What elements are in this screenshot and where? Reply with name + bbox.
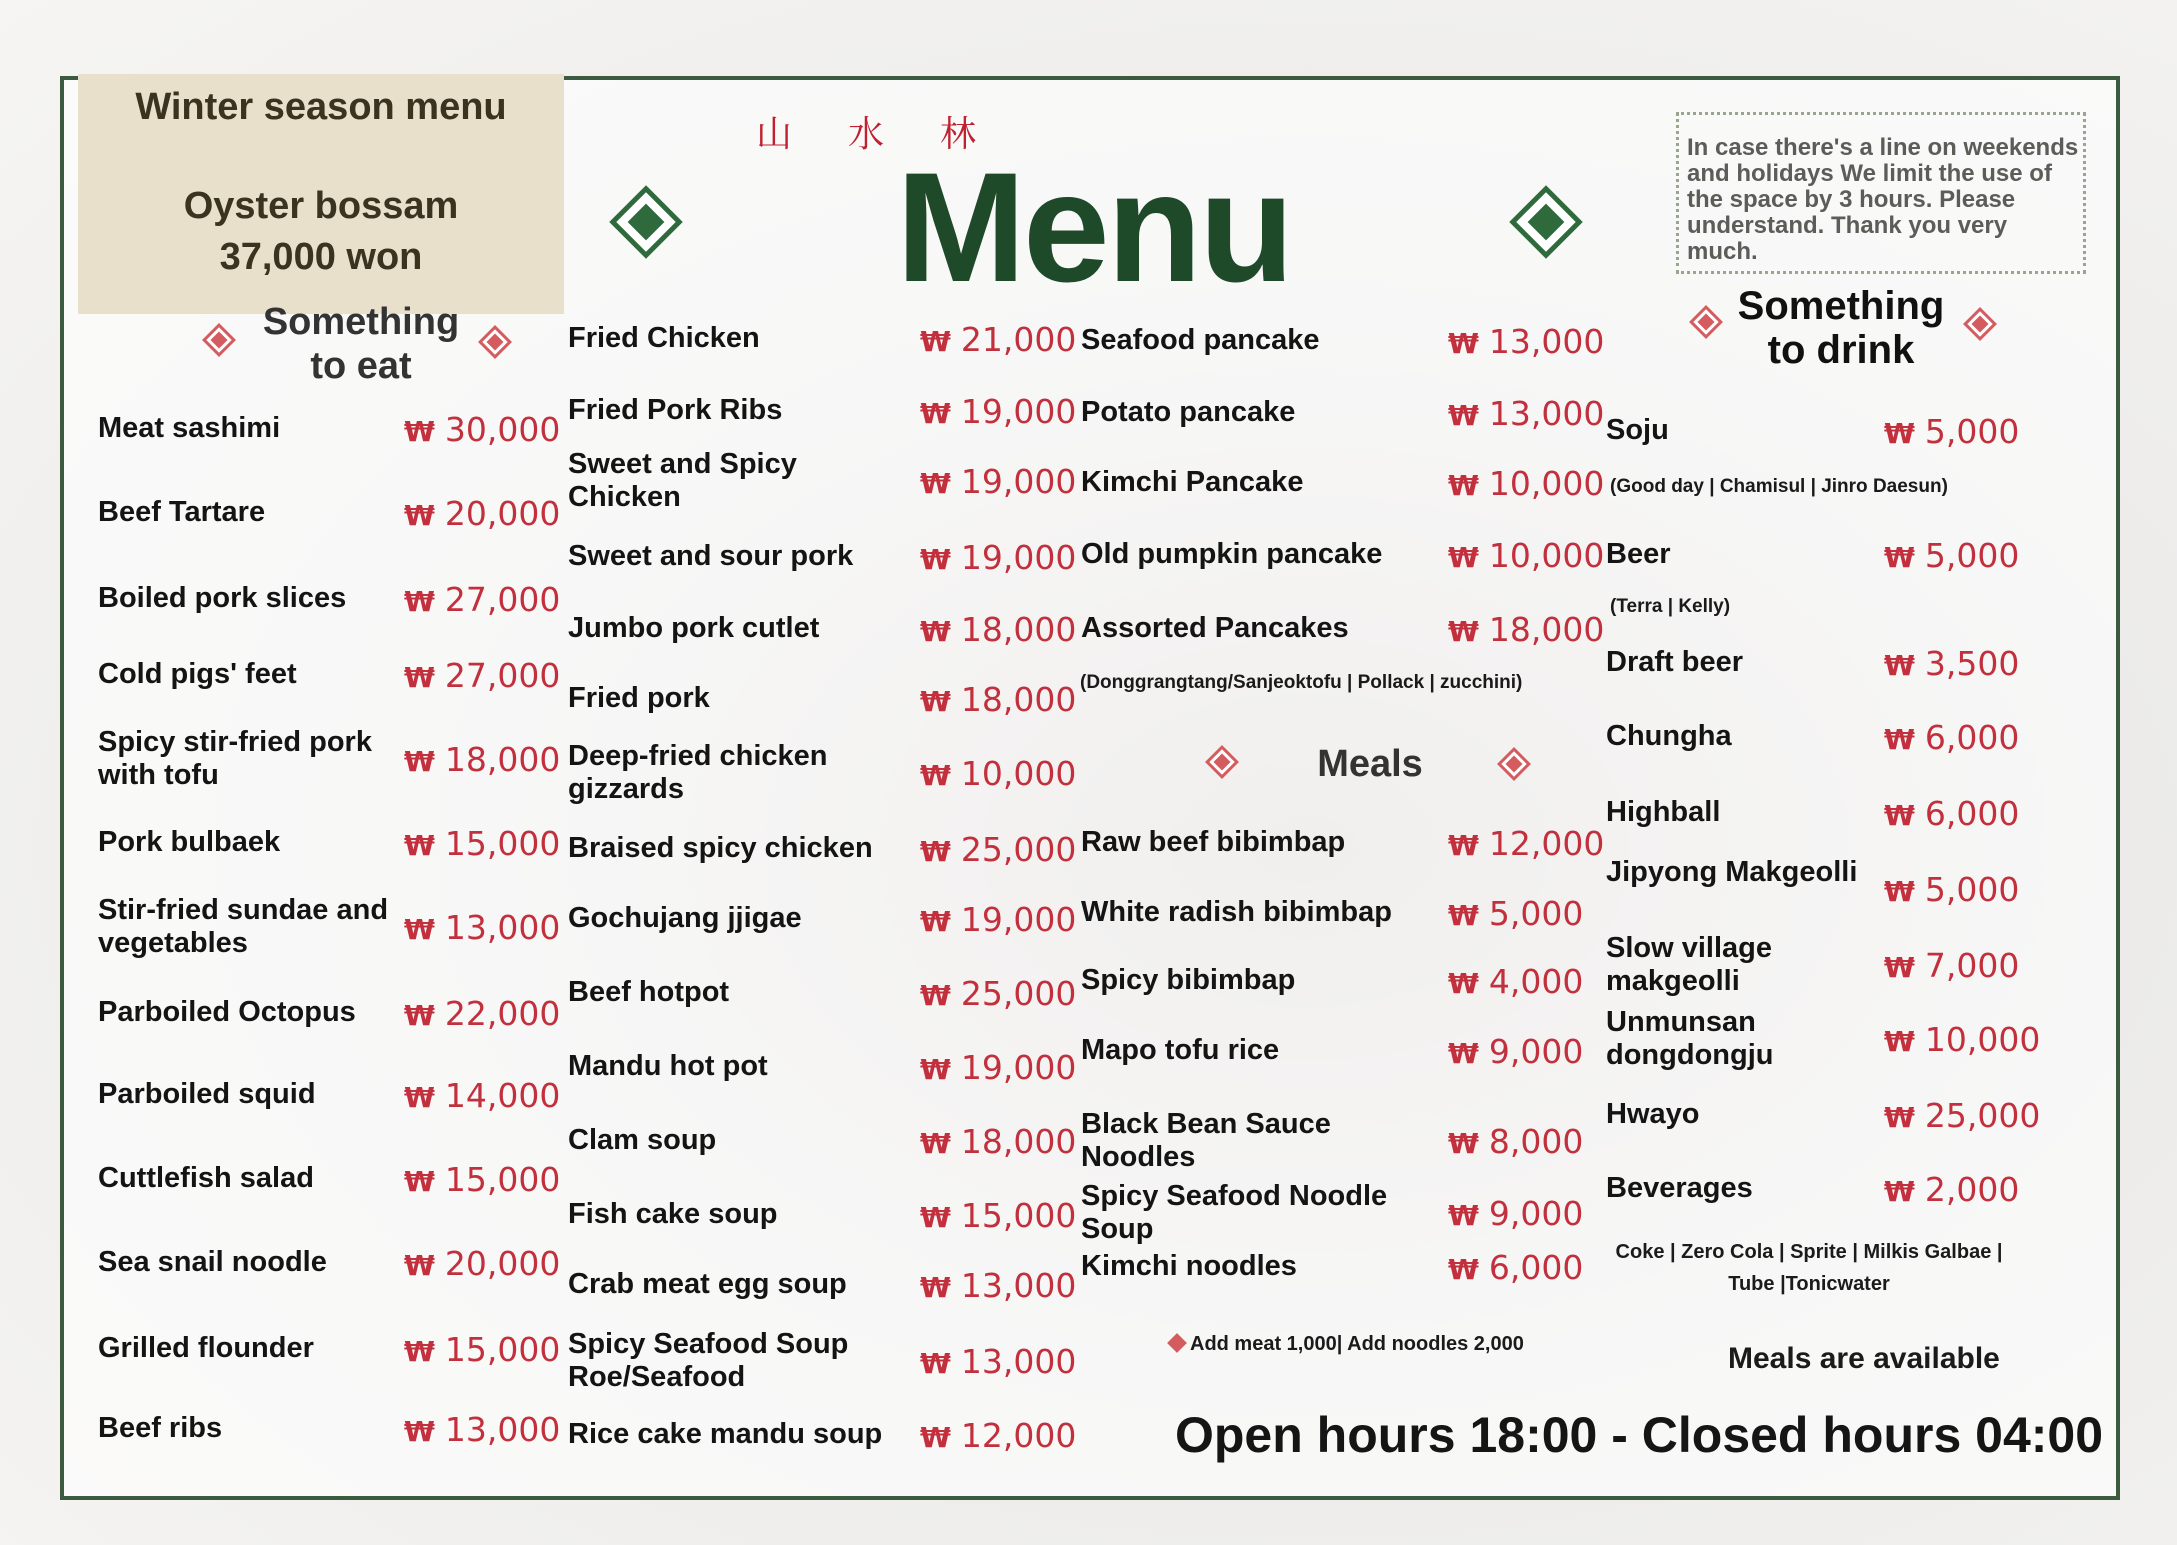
winter-season-title: Winter season menu (135, 86, 507, 128)
won-symbol: ₩ (404, 585, 435, 618)
won-symbol: ₩ (404, 661, 435, 694)
menu-item-price (404, 1076, 560, 1115)
menu-item-name: Beer (1606, 538, 1671, 570)
won-symbol: ₩ (1448, 541, 1479, 574)
open-hours: Open hours 18:00 - Closed hours 04:00 (1175, 1407, 2104, 1463)
weekend-notice: In case there's a line on weekends and holidays We limit the use of the space by 3 hours. Please understand. Thank you very much. (1676, 112, 2086, 274)
menu-item-price (920, 680, 1076, 719)
won-symbol: ₩ (1884, 875, 1915, 908)
won-symbol: ₩ (1884, 1025, 1915, 1058)
won-symbol: ₩ (1448, 899, 1479, 932)
price-value: 4,000 (1488, 962, 1584, 1001)
price-value: 8,000 (1488, 1122, 1584, 1161)
price-value: 13,000 (1488, 394, 1605, 433)
price-value: 9,000 (1488, 1194, 1584, 1233)
menu-item-name: Slow village makgeolli (1606, 932, 1772, 997)
price-value: 12,000 (960, 1416, 1077, 1455)
price-value: 13,000 (444, 908, 561, 947)
won-symbol: ₩ (1884, 1175, 1915, 1208)
won-symbol: ₩ (404, 415, 435, 448)
menu-item-name: Cuttlefish salad (98, 1162, 314, 1194)
section-drink-line1: Something (1737, 284, 1945, 328)
price-value: 18,000 (960, 680, 1077, 719)
menu-item-price (404, 580, 560, 619)
won-symbol: ₩ (1884, 951, 1915, 984)
menu-item-price (920, 1196, 1076, 1235)
menu-item-price (920, 392, 1076, 431)
menu-item-price (1448, 322, 1604, 361)
menu-item-name: Seafood pancake (1081, 324, 1320, 356)
menu-item-price (404, 1410, 560, 1449)
red-diamond-icon (1167, 1333, 1187, 1353)
price-value: 12,000 (1488, 824, 1605, 863)
price-value: 5,000 (1488, 894, 1584, 933)
menu-item-name: Clam soup (568, 1124, 717, 1156)
won-symbol: ₩ (1448, 399, 1479, 432)
menu-item-price (404, 1244, 560, 1283)
add-note-text: Add meat 1,000| Add noodles 2,000 (1190, 1333, 1524, 1355)
won-symbol: ₩ (920, 325, 951, 358)
won-symbol: ₩ (920, 1347, 951, 1380)
price-value: 6,000 (1488, 1248, 1584, 1287)
menu-item-price (920, 1266, 1076, 1305)
won-symbol: ₩ (1448, 1199, 1479, 1232)
menu-item-price (920, 320, 1076, 359)
menu-item-name: Cold pigs' feet (98, 658, 297, 690)
beverages-note: Coke | Zero Cola | Sprite | Milkis Galbae | Tube |Tonicwater (1615, 1241, 2003, 1295)
won-symbol: ₩ (404, 1165, 435, 1198)
won-symbol: ₩ (1448, 615, 1479, 648)
won-symbol: ₩ (1448, 1253, 1479, 1286)
menu-item-name: Jipyong Makgeolli (1606, 856, 1858, 888)
menu-item-name: Chungha (1606, 720, 1732, 752)
won-symbol: ₩ (1884, 799, 1915, 832)
price-value: 30,000 (444, 410, 561, 449)
menu-item-price (920, 900, 1076, 939)
menu-item-name: White radish bibimbap (1081, 896, 1392, 928)
won-symbol: ₩ (404, 829, 435, 862)
menu-item-name: Spicy bibimbap (1081, 964, 1296, 996)
menu-item-name: Beverages (1606, 1172, 1753, 1204)
won-symbol: ₩ (920, 979, 951, 1012)
won-symbol: ₩ (1884, 649, 1915, 682)
menu-item-price (1448, 464, 1604, 503)
menu-item-name: Black Bean Sauce Noodles (1081, 1108, 1331, 1173)
won-symbol: ₩ (1884, 723, 1915, 756)
menu-item-price (1448, 894, 1583, 933)
price-value: 6,000 (1924, 794, 2020, 833)
price-value: 15,000 (960, 1196, 1077, 1235)
price-value: 3,500 (1924, 644, 2020, 683)
price-value: 18,000 (444, 740, 561, 779)
won-symbol: ₩ (920, 1053, 951, 1086)
menu-title: Menu (896, 141, 1292, 315)
menu-item-name: Gochujang jjigae (568, 902, 802, 934)
menu-item-price (1448, 1122, 1583, 1161)
price-value: 10,000 (1924, 1020, 2041, 1059)
menu-item-name: Sea snail noodle (98, 1246, 327, 1278)
price-value: 18,000 (1488, 610, 1605, 649)
won-symbol: ₩ (1884, 1101, 1915, 1134)
price-value: 15,000 (444, 824, 561, 863)
won-symbol: ₩ (920, 685, 951, 718)
menu-item-price (1884, 870, 2019, 909)
menu-item-name: Fish cake soup (568, 1198, 778, 1230)
menu-item-price (404, 1330, 560, 1369)
price-value: 19,000 (960, 392, 1077, 431)
menu-item-price (920, 462, 1076, 501)
section-eat-line1: Something (262, 301, 460, 343)
menu-item-name: Fried pork (568, 682, 710, 714)
menu-item-price (404, 494, 560, 533)
menu-item-price (1448, 824, 1604, 863)
won-symbol: ₩ (1448, 327, 1479, 360)
menu-item-name: Crab meat egg soup (568, 1268, 847, 1300)
menu-item-name: Mandu hot pot (568, 1050, 768, 1082)
price-value: 19,000 (960, 538, 1077, 577)
menu-item-price (1448, 394, 1604, 433)
won-symbol: ₩ (920, 397, 951, 430)
price-value: 25,000 (960, 830, 1077, 869)
menu-item-name: Spicy Seafood Soup Roe/Seafood (568, 1328, 849, 1393)
menu-item-name: Grilled flounder (98, 1332, 314, 1364)
won-symbol: ₩ (404, 1081, 435, 1114)
price-value: 19,000 (960, 462, 1077, 501)
menu-item-name: Highball (1606, 796, 1721, 828)
menu-item-price (1448, 610, 1604, 649)
won-symbol: ₩ (1448, 1127, 1479, 1160)
menu-item-name: Kimchi noodles (1081, 1250, 1297, 1282)
menu-item-name: Assorted Pancakes (1081, 612, 1349, 644)
menu-item-price (404, 908, 560, 947)
won-symbol: ₩ (920, 905, 951, 938)
menu-item-name: Deep-fried chicken gizzards (568, 740, 828, 805)
price-value: 18,000 (960, 610, 1077, 649)
menu-item-name: Beef hotpot (568, 976, 730, 1008)
menu-item-price (1448, 1032, 1583, 1071)
menu-item-name: Sweet and sour pork (568, 540, 854, 572)
price-value: 20,000 (444, 494, 561, 533)
menu-item-name: Parboiled squid (98, 1078, 316, 1110)
menu-item-name: Rice cake mandu soup (568, 1418, 883, 1450)
price-value: 7,000 (1924, 946, 2020, 985)
won-symbol: ₩ (1884, 541, 1915, 574)
won-symbol: ₩ (404, 1249, 435, 1282)
menu-item-name: Unmunsan dongdongju (1606, 1006, 1774, 1071)
menu-item-price (920, 1122, 1076, 1161)
beer-note: (Terra | Kelly) (1610, 596, 1731, 617)
won-symbol: ₩ (1448, 1037, 1479, 1070)
menu-item-price (404, 1160, 560, 1199)
price-value: 10,000 (960, 754, 1077, 793)
price-value: 10,000 (1488, 536, 1605, 575)
price-value: 5,000 (1924, 412, 2020, 451)
price-value: 25,000 (960, 974, 1077, 1013)
menu-item-price (404, 824, 560, 863)
price-value: 15,000 (444, 1330, 561, 1369)
won-symbol: ₩ (404, 1415, 435, 1448)
menu-item-name: Sweet and Spicy Chicken (568, 448, 797, 513)
menu-item-price (920, 974, 1076, 1013)
menu-item-price (1448, 1194, 1583, 1233)
price-value: 5,000 (1924, 870, 2020, 909)
won-symbol: ₩ (920, 1421, 951, 1454)
menu-item-price (920, 754, 1076, 793)
won-symbol: ₩ (920, 1271, 951, 1304)
price-value: 10,000 (1488, 464, 1605, 503)
menu-item-price (1884, 718, 2019, 757)
section-meals: Meals (1317, 743, 1423, 785)
won-symbol: ₩ (920, 467, 951, 500)
menu-item-name: Pork bulbaek (98, 826, 281, 858)
menu-item-name: Raw beef bibimbap (1081, 826, 1346, 858)
menu-item-price (1884, 1096, 2040, 1135)
pancake-note: (Donggrangtang/Sanjeoktofu | Pollack | zucchini) (1080, 672, 1523, 693)
won-symbol: ₩ (920, 1127, 951, 1160)
menu-item-price (1448, 1248, 1583, 1287)
menu-item-price (404, 656, 560, 695)
menu-item-name: Boiled pork slices (98, 582, 347, 614)
section-something-to-eat (248, 300, 474, 388)
menu-item-name: Meat sashimi (98, 412, 281, 444)
price-value: 13,000 (1488, 322, 1605, 361)
menu-item-price (1448, 962, 1583, 1001)
menu-item-price (404, 994, 560, 1033)
menu-item-name: Soju (1606, 414, 1669, 446)
menu-item-name: Fried Pork Ribs (568, 394, 783, 426)
price-value: 19,000 (960, 900, 1077, 939)
won-symbol: ₩ (920, 1201, 951, 1234)
menu-item-price (920, 538, 1076, 577)
price-value: 9,000 (1488, 1032, 1584, 1071)
won-symbol: ₩ (920, 543, 951, 576)
price-value: 5,000 (1924, 536, 2020, 575)
won-symbol: ₩ (1884, 417, 1915, 450)
price-value: 27,000 (444, 656, 561, 695)
section-something-to-drink (1730, 284, 1952, 372)
menu-item-name: Beef ribs (98, 1412, 223, 1444)
menu-item-name: Jumbo pork cutlet (568, 612, 820, 644)
won-symbol: ₩ (404, 999, 435, 1032)
price-value: 22,000 (444, 994, 561, 1033)
menu-item-price (920, 1048, 1076, 1087)
soju-note: (Good day | Chamisul | Jinro Daesun) (1610, 476, 1948, 497)
won-symbol: ₩ (1448, 469, 1479, 502)
add-note (1170, 1333, 1524, 1356)
menu-item-name: Potato pancake (1081, 396, 1296, 428)
price-value: 6,000 (1924, 718, 2020, 757)
menu-item-price (920, 610, 1076, 649)
price-value: 13,000 (960, 1266, 1077, 1305)
won-symbol: ₩ (404, 499, 435, 532)
menu-item-name: Mapo tofu rice (1081, 1034, 1280, 1066)
hanja-brand: 山水林 (756, 114, 1033, 155)
menu-item-name: Draft beer (1606, 646, 1743, 678)
menu-item-name: Spicy Seafood Noodle Soup (1081, 1180, 1388, 1245)
menu-item-name: Old pumpkin pancake (1081, 538, 1383, 570)
oyster-bossam-label: Oyster bossam (183, 185, 459, 227)
menu-item-name: Stir-fried sundae and vegetables (98, 894, 389, 959)
price-value: 15,000 (444, 1160, 561, 1199)
menu-item-name: Hwayo (1606, 1098, 1700, 1130)
price-value: 21,000 (960, 320, 1077, 359)
price-value: 2,000 (1924, 1170, 2020, 1209)
menu-item-name: Braised spicy chicken (568, 832, 873, 864)
menu-item-price (1884, 794, 2019, 833)
won-symbol: ₩ (920, 835, 951, 868)
menu-item-name: Beef Tartare (98, 496, 266, 528)
won-symbol: ₩ (920, 759, 951, 792)
menu-item-name: Parboiled Octopus (98, 996, 356, 1028)
price-value: 13,000 (444, 1410, 561, 1449)
meals-available: Meals are available (1728, 1342, 2000, 1375)
section-drink-line2: to drink (1767, 328, 1915, 372)
price-value: 20,000 (444, 1244, 561, 1283)
won-symbol: ₩ (1448, 967, 1479, 1000)
won-symbol: ₩ (404, 745, 435, 778)
price-value: 13,000 (960, 1342, 1077, 1381)
menu-item-price (404, 740, 560, 779)
menu-item-price (1448, 536, 1604, 575)
menu-item-price (1884, 536, 2019, 575)
price-value: 25,000 (1924, 1096, 2041, 1135)
won-symbol: ₩ (404, 913, 435, 946)
price-value: 14,000 (444, 1076, 561, 1115)
menu-item-price (1884, 1170, 2019, 1209)
menu-item-price (1884, 644, 2019, 683)
menu-item-price (1884, 412, 2019, 451)
price-value: 19,000 (960, 1048, 1077, 1087)
menu-item-price (920, 1342, 1076, 1381)
price-value: 18,000 (960, 1122, 1077, 1161)
menu-item-name: Fried Chicken (568, 322, 760, 354)
menu-item-name: Spicy stir-fried pork with tofu (98, 726, 372, 791)
won-symbol: ₩ (404, 1335, 435, 1368)
menu-item-price (1884, 946, 2019, 985)
menu-item-name: Kimchi Pancake (1081, 466, 1304, 498)
price-value: 27,000 (444, 580, 561, 619)
menu-item-price (1884, 1020, 2040, 1059)
won-symbol: ₩ (920, 615, 951, 648)
menu-item-price (920, 1416, 1076, 1455)
menu-item-price (404, 410, 560, 449)
won-symbol: ₩ (1448, 829, 1479, 862)
winter-season-note (78, 74, 564, 314)
section-eat-line2: to eat (310, 345, 412, 387)
menu-item-price (920, 830, 1076, 869)
oyster-bossam-price: 37,000 won (219, 236, 423, 278)
